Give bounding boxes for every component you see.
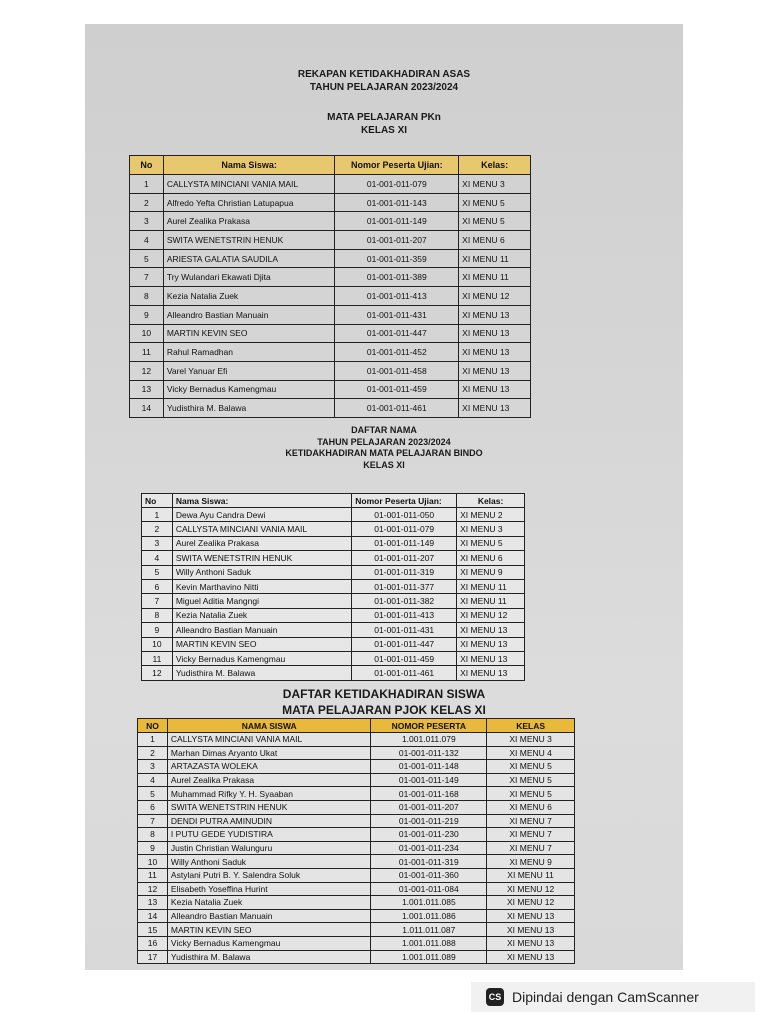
table-row	[130, 343, 531, 362]
cell-class: XI MENU 13	[487, 936, 575, 950]
cell-name: Astylani Putri B. Y. Salendra Soluk	[167, 868, 371, 882]
table-row	[142, 608, 525, 622]
cell-name: Yudisthira M. Balawa	[167, 950, 371, 964]
header-exam-number: Nomor Peserta Ujian:	[352, 494, 457, 508]
cell-name: Kevin Marthavino Nitti	[172, 579, 351, 593]
cell-exam-number: 1.001.011.085	[371, 896, 487, 910]
table-row	[130, 324, 531, 343]
table-row	[130, 380, 531, 399]
cell-class: XI MENU 12	[459, 287, 531, 306]
cell-class: XI MENU 13	[459, 324, 531, 343]
cell-exam-number: 01-001-011-319	[352, 565, 457, 579]
cell-name: Alleandro Bastian Manuain	[163, 305, 335, 324]
cell-no: 16	[138, 936, 168, 950]
bindo-absence-table	[141, 493, 525, 681]
title-line: MATA PELAJARAN PKn	[327, 112, 441, 123]
cell-exam-number: 01-001-011-413	[335, 287, 459, 306]
cell-class: XI MENU 7	[487, 828, 575, 842]
cell-name: Willy Anthoni Saduk	[172, 565, 351, 579]
table-row	[138, 787, 575, 801]
cell-name: Vicky Bernadus Kamengmau	[172, 651, 351, 665]
cell-class: XI MENU 4	[487, 746, 575, 760]
cell-no: 14	[138, 909, 168, 923]
header-exam-number: NOMOR PESERTA	[371, 719, 487, 733]
table-row	[142, 651, 525, 665]
cell-name: Rahul Ramadhan	[163, 343, 335, 362]
cell-name: Vicky Bernadus Kamengmau	[163, 380, 335, 399]
cell-no: 7	[138, 814, 168, 828]
cell-no: 3	[130, 212, 164, 231]
cell-class: XI MENU 13	[459, 361, 531, 380]
cell-exam-number: 01-001-011-458	[335, 361, 459, 380]
cell-exam-number: 01-001-011-459	[335, 380, 459, 399]
cell-class: XI MENU 13	[487, 950, 575, 964]
cell-name: Kezia Natalia Zuek	[172, 608, 351, 622]
cell-name: Kezia Natalia Zuek	[163, 287, 335, 306]
cell-class: XI MENU 7	[487, 841, 575, 855]
cell-exam-number: 01-001-011-459	[352, 651, 457, 665]
cell-exam-number: 01-001-011-084	[371, 882, 487, 896]
cell-name: SWITA WENETSTRIN HENUK	[172, 551, 351, 565]
section2-title	[85, 425, 683, 472]
title-line: DAFTAR NAMA	[351, 425, 417, 435]
pjok-absence-table	[137, 718, 575, 964]
table-row	[138, 760, 575, 774]
cell-no: 11	[138, 868, 168, 882]
table-header-row	[130, 156, 531, 175]
cell-name: I PUTU GEDE YUDISTIRA	[167, 828, 371, 842]
cell-exam-number: 01-001-011-207	[371, 800, 487, 814]
cell-no: 1	[142, 508, 173, 522]
cell-no: 11	[130, 343, 164, 362]
table-row	[130, 268, 531, 287]
cell-no: 9	[142, 623, 173, 637]
pkn-absence-table	[129, 155, 531, 418]
table-row	[130, 287, 531, 306]
cell-no: 6	[142, 579, 173, 593]
cell-name: Aurel Zealika Prakasa	[163, 212, 335, 231]
cell-name: Varel Yanuar Efi	[163, 361, 335, 380]
cell-no: 8	[142, 608, 173, 622]
cell-no: 17	[138, 950, 168, 964]
title-line: REKAPAN KETIDAKHADIRAN ASAS	[297, 69, 471, 80]
cell-class: XI MENU 6	[457, 551, 525, 565]
cell-no: 5	[130, 249, 164, 268]
cell-class: XI MENU 13	[457, 637, 525, 651]
table-row	[142, 508, 525, 522]
cell-exam-number: 01-001-011-234	[371, 841, 487, 855]
cell-name: Kezia Natalia Zuek	[167, 896, 371, 910]
table-row	[142, 579, 525, 593]
cell-class: XI MENU 12	[457, 608, 525, 622]
cell-name: MARTIN KEVIN SEO	[163, 324, 335, 343]
cell-no: 6	[138, 800, 168, 814]
table-header-row	[138, 719, 575, 733]
cell-exam-number: 01-001-011-431	[335, 305, 459, 324]
cell-no: 10	[142, 637, 173, 651]
table-row	[138, 841, 575, 855]
cell-exam-number: 01-001-011-382	[352, 594, 457, 608]
cell-name: Alleandro Bastian Manuain	[172, 623, 351, 637]
cell-no: 5	[138, 787, 168, 801]
header-name: NAMA SISWA	[167, 719, 371, 733]
cell-class: XI MENU 11	[457, 594, 525, 608]
header-exam-number: Nomor Peserta Ujian:	[335, 156, 459, 175]
header-class: KELAS	[487, 719, 575, 733]
table-row	[138, 855, 575, 869]
cell-class: XI MENU 12	[487, 882, 575, 896]
cell-name: ARIESTA GALATIA SAUDILA	[163, 249, 335, 268]
cell-no: 13	[130, 380, 164, 399]
title-line: KELAS XI	[360, 125, 408, 136]
cell-exam-number: 01-001-011-207	[335, 231, 459, 250]
table-row	[142, 623, 525, 637]
header-name: Nama Siswa:	[163, 156, 335, 175]
cell-exam-number: 1.001.011.079	[371, 733, 487, 747]
cell-exam-number: 01-001-011-149	[371, 773, 487, 787]
table-row	[138, 733, 575, 747]
table-row	[130, 212, 531, 231]
watermark-label: Dipindai dengan CamScanner	[512, 989, 699, 1005]
cell-exam-number: 1.001.011.088	[371, 936, 487, 950]
cell-name: Miguel Aditia Mangngi	[172, 594, 351, 608]
cell-no: 2	[138, 746, 168, 760]
cell-class: XI MENU 9	[487, 855, 575, 869]
cell-exam-number: 1.001.011.089	[371, 950, 487, 964]
cell-no: 7	[142, 594, 173, 608]
table-header-row	[142, 494, 525, 508]
cell-class: XI MENU 13	[457, 666, 525, 680]
cell-exam-number: 01-001-011-079	[352, 522, 457, 536]
cell-name: Muhammad Rifky Y. H. Syaaban	[167, 787, 371, 801]
title-line: TAHUN PELAJARAN 2023/2024	[309, 82, 459, 93]
cell-class: XI MENU 11	[457, 579, 525, 593]
table-row	[138, 746, 575, 760]
cell-class: XI MENU 13	[459, 380, 531, 399]
table-row	[142, 594, 525, 608]
cell-name: CALLYSTA MINCIANI VANIA MAIL	[172, 522, 351, 536]
cell-name: Vicky Bernadus Kamengmau	[167, 936, 371, 950]
cell-no: 7	[130, 268, 164, 287]
cell-no: 11	[142, 651, 173, 665]
table-row	[130, 175, 531, 194]
title-line: DAFTAR KETIDAKHADIRAN SISWA	[282, 687, 486, 701]
table-row	[138, 909, 575, 923]
cell-class: XI MENU 13	[487, 909, 575, 923]
cell-name: Alleandro Bastian Manuain	[167, 909, 371, 923]
cell-exam-number: 01-001-011-219	[371, 814, 487, 828]
cell-class: XI MENU 7	[487, 814, 575, 828]
section1-title	[85, 68, 683, 137]
cell-class: XI MENU 11	[459, 249, 531, 268]
cell-class: XI MENU 5	[459, 212, 531, 231]
table-row	[138, 814, 575, 828]
cell-no: 5	[142, 565, 173, 579]
cell-name: Willy Anthoni Saduk	[167, 855, 371, 869]
cell-class: XI MENU 13	[459, 399, 531, 418]
camscanner-watermark	[471, 982, 755, 1012]
cell-no: 4	[138, 773, 168, 787]
header-name: Nama Siswa:	[172, 494, 351, 508]
table-row	[130, 231, 531, 250]
header-no: NO	[138, 719, 168, 733]
cell-name: Yudisthira M. Balawa	[172, 666, 351, 680]
table-row	[138, 882, 575, 896]
header-class: Kelas:	[459, 156, 531, 175]
cell-exam-number: 01-001-011-319	[371, 855, 487, 869]
cell-exam-number: 01-001-011-050	[352, 508, 457, 522]
cell-name: CALLYSTA MINCIANI VANIA MAIL	[163, 175, 335, 194]
cell-class: XI MENU 2	[457, 508, 525, 522]
cell-class: XI MENU 5	[487, 760, 575, 774]
table-row	[142, 666, 525, 680]
table-row	[142, 551, 525, 565]
table-row	[138, 936, 575, 950]
cell-exam-number: 01-001-011-359	[335, 249, 459, 268]
cell-exam-number: 01-001-011-148	[371, 760, 487, 774]
cell-no: 14	[130, 399, 164, 418]
table-row	[130, 249, 531, 268]
cell-exam-number: 01-001-011-447	[335, 324, 459, 343]
cell-class: XI MENU 13	[457, 651, 525, 665]
cell-exam-number: 1.001.011.086	[371, 909, 487, 923]
cell-exam-number: 01-001-011-149	[352, 536, 457, 550]
table-row	[142, 536, 525, 550]
cell-exam-number: 01-001-011-377	[352, 579, 457, 593]
cell-class: XI MENU 3	[459, 175, 531, 194]
cell-class: XI MENU 13	[459, 343, 531, 362]
cell-no: 9	[138, 841, 168, 855]
header-no: No	[130, 156, 164, 175]
cell-no: 12	[130, 361, 164, 380]
cell-no: 12	[142, 666, 173, 680]
header-class: Kelas:	[457, 494, 525, 508]
title-line: KELAS XI	[363, 460, 405, 471]
cell-no: 4	[142, 551, 173, 565]
cell-exam-number: 01-001-011-132	[371, 746, 487, 760]
cell-exam-number: 01-001-011-079	[335, 175, 459, 194]
cell-class: XI MENU 3	[487, 733, 575, 747]
cell-class: XI MENU 12	[487, 896, 575, 910]
title-line: MATA PELAJARAN PJOK KELAS XI	[282, 702, 486, 717]
cell-exam-number: 01-001-011-143	[335, 193, 459, 212]
cell-name: MARTIN KEVIN SEO	[167, 923, 371, 937]
cell-class: XI MENU 6	[459, 231, 531, 250]
cell-no: 1	[130, 175, 164, 194]
cell-class: XI MENU 6	[487, 800, 575, 814]
cell-name: ARTAZASTA WOLEKA	[167, 760, 371, 774]
cell-class: XI MENU 5	[459, 193, 531, 212]
section3-title	[85, 687, 683, 718]
cell-name: Yudisthira M. Balawa	[163, 399, 335, 418]
header-no: No	[142, 494, 173, 508]
cell-no: 2	[130, 193, 164, 212]
cell-no: 9	[130, 305, 164, 324]
cell-name: Try Wulandari Ekawati Djita	[163, 268, 335, 287]
table-row	[130, 361, 531, 380]
cell-class: XI MENU 5	[487, 773, 575, 787]
table-row	[142, 637, 525, 651]
cell-no: 13	[138, 896, 168, 910]
cell-no: 3	[142, 536, 173, 550]
cell-exam-number: 01-001-011-461	[352, 666, 457, 680]
cell-name: Dewa Ayu Candra Dewi	[172, 508, 351, 522]
cell-name: Aurel Zealika Prakasa	[172, 536, 351, 550]
cell-name: DENDI PUTRA AMINUDIN	[167, 814, 371, 828]
table-row	[138, 896, 575, 910]
table-row	[130, 193, 531, 212]
cell-class: XI MENU 13	[457, 623, 525, 637]
table-row	[138, 923, 575, 937]
cell-exam-number: 01-001-011-431	[352, 623, 457, 637]
cell-exam-number: 01-001-011-447	[352, 637, 457, 651]
cell-class: XI MENU 5	[487, 787, 575, 801]
table-row	[138, 828, 575, 842]
table-row	[142, 522, 525, 536]
table-row	[130, 305, 531, 324]
cell-class: XI MENU 3	[457, 522, 525, 536]
cell-exam-number: 01-001-011-230	[371, 828, 487, 842]
cell-name: SWITA WENETSTRIN HENUK	[167, 800, 371, 814]
table-row	[138, 868, 575, 882]
cell-no: 2	[142, 522, 173, 536]
cell-name: Marhan Dimas Aryanto Ukat	[167, 746, 371, 760]
cell-exam-number: 01-001-011-389	[335, 268, 459, 287]
cell-no: 15	[138, 923, 168, 937]
cell-no: 12	[138, 882, 168, 896]
table-row	[130, 399, 531, 418]
cell-exam-number: 01-001-011-360	[371, 868, 487, 882]
cell-no: 4	[130, 231, 164, 250]
scanned-paper	[85, 24, 683, 970]
cell-name: Aurel Zealika Prakasa	[167, 773, 371, 787]
table-row	[138, 800, 575, 814]
cell-exam-number: 01-001-011-207	[352, 551, 457, 565]
cell-exam-number: 1.011.011.087	[371, 923, 487, 937]
cell-class: XI MENU 9	[457, 565, 525, 579]
table-row	[142, 565, 525, 579]
cell-exam-number: 01-001-011-149	[335, 212, 459, 231]
cell-no: 10	[138, 855, 168, 869]
cell-no: 8	[130, 287, 164, 306]
title-line: TAHUN PELAJARAN 2023/2024	[317, 436, 451, 447]
table-row	[138, 773, 575, 787]
cell-no: 8	[138, 828, 168, 842]
cell-name: CALLYSTA MINCIANI VANIA MAIL	[167, 733, 371, 747]
cell-name: MARTIN KEVIN SEO	[172, 637, 351, 651]
cell-class: XI MENU 13	[459, 305, 531, 324]
cell-class: XI MENU 11	[487, 868, 575, 882]
camscanner-logo: CS	[486, 988, 504, 1006]
cell-class: XI MENU 11	[459, 268, 531, 287]
title-line: KETIDAKHADIRAN MATA PELAJARAN BINDO	[285, 448, 483, 459]
cell-exam-number: 01-001-011-168	[371, 787, 487, 801]
cell-no: 3	[138, 760, 168, 774]
cell-name: Elisabeth Yoseffina Hurint	[167, 882, 371, 896]
cell-name: Alfredo Yefta Christian Latupapua	[163, 193, 335, 212]
cell-class: XI MENU 5	[457, 536, 525, 550]
cell-no: 10	[130, 324, 164, 343]
cell-exam-number: 01-001-011-461	[335, 399, 459, 418]
table-row	[138, 950, 575, 964]
cell-exam-number: 01-001-011-452	[335, 343, 459, 362]
cell-name: Justin Christian Walunguru	[167, 841, 371, 855]
cell-name: SWITA WENETSTRIN HENUK	[163, 231, 335, 250]
cell-class: XI MENU 13	[487, 923, 575, 937]
cell-exam-number: 01-001-011-413	[352, 608, 457, 622]
cell-no: 1	[138, 733, 168, 747]
